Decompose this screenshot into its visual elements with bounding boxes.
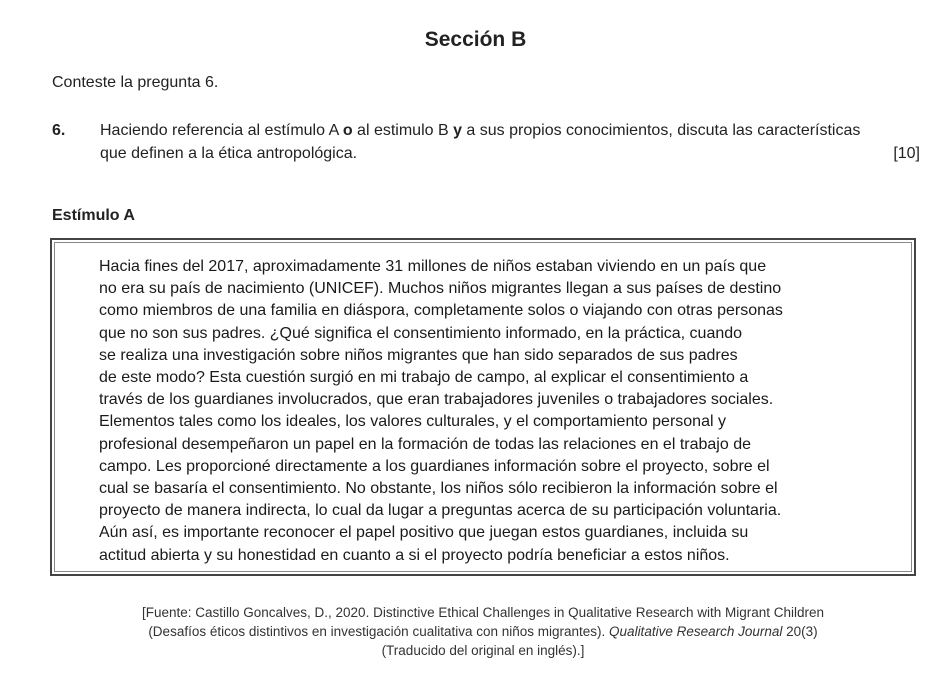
question-bold-o: o bbox=[342, 122, 353, 139]
stimulus-line: través de los guardianes involucrados, que eran trabajadores juveniles o trabajadores sociales. bbox=[99, 391, 774, 409]
stimulus-line: cual se basaría el consentimiento. No obstante, los niños sólo recibieron la información sobre el bbox=[99, 480, 778, 498]
stimulus-line: como miembros de una familia en diáspora, completamente solos o viajando con otras personas bbox=[99, 302, 783, 320]
stimulus-line: de este modo? Esta cuestión surgió en mi trabajo de campo, al explicar el consentimiento a bbox=[99, 369, 749, 387]
instruction-text: Conteste la pregunta 6. bbox=[52, 74, 219, 91]
question-6 bbox=[52, 119, 920, 165]
stimulus-line: que no son sus padres. ¿Qué significa el consentimiento informado, en la práctica, cuando bbox=[99, 324, 743, 342]
stimulus-line: campo. Les proporcioné directamente a los guardianes información sobre el proyecto, sobre el bbox=[99, 457, 770, 475]
source-line-2-end: 20(3) bbox=[782, 624, 818, 639]
journal-title: Qualitative Research Journal bbox=[609, 624, 783, 639]
question-bold-y: y bbox=[453, 122, 462, 139]
stimulus-line: actitud abierta y su honestidad en cuanto a si el proyecto podría beneficiar a estos niños. bbox=[99, 546, 730, 564]
question-text-part3: a sus propios conocimientos, discuta las características que definen a la ética antropológica. bbox=[100, 122, 861, 162]
stimulus-text bbox=[99, 256, 909, 567]
question-text bbox=[100, 119, 870, 165]
stimulus-line: se realiza una investigación sobre niños migrantes que han sido separados de sus padres bbox=[99, 346, 738, 364]
source-line-3: (Traducido del original en inglés).] bbox=[381, 643, 585, 658]
source-line-1: [Fuente: Castillo Goncalves, D., 2020. Distinctive Ethical Challenges in Qualitative Research with Migrant Children bbox=[141, 605, 825, 620]
source-line-2 bbox=[0, 622, 951, 641]
question-marks: [10] bbox=[893, 145, 920, 162]
question-text-part1: Haciendo referencia al estímulo A bbox=[100, 122, 343, 139]
stimulus-box bbox=[50, 238, 916, 576]
source-line-2-plain: (Desafíos éticos distintivos en investigación cualitativa con niños migrantes). bbox=[148, 624, 610, 639]
source-citation bbox=[0, 603, 951, 660]
stimulus-line: Aún así, es importante reconocer el papel positivo que juegan estos guardianes, incluida su bbox=[99, 524, 749, 542]
stimulus-heading: Estímulo A bbox=[52, 207, 135, 224]
stimulus-line: Hacia fines del 2017, aproximadamente 31 millones de niños estaban viviendo en un país que bbox=[99, 258, 767, 275]
stimulus-line: Elementos tales como los ideales, los valores culturales, y el comportamiento personal y bbox=[99, 413, 726, 431]
stimulus-line: profesional desempeñaron un papel en la formación de todas las relaciones en el trabajo de bbox=[99, 435, 751, 453]
stimulus-line: proyecto de manera indirecta, lo cual da lugar a preguntas acerca de su participación voluntaria. bbox=[99, 502, 782, 520]
stimulus-line: no era su país de nacimiento (UNICEF). Muchos niños migrantes llegan a sus países de destino bbox=[99, 280, 782, 298]
question-text-part2: al estimulo B bbox=[352, 122, 454, 139]
question-number: 6. bbox=[52, 122, 66, 139]
section-title: Sección B bbox=[424, 28, 527, 51]
